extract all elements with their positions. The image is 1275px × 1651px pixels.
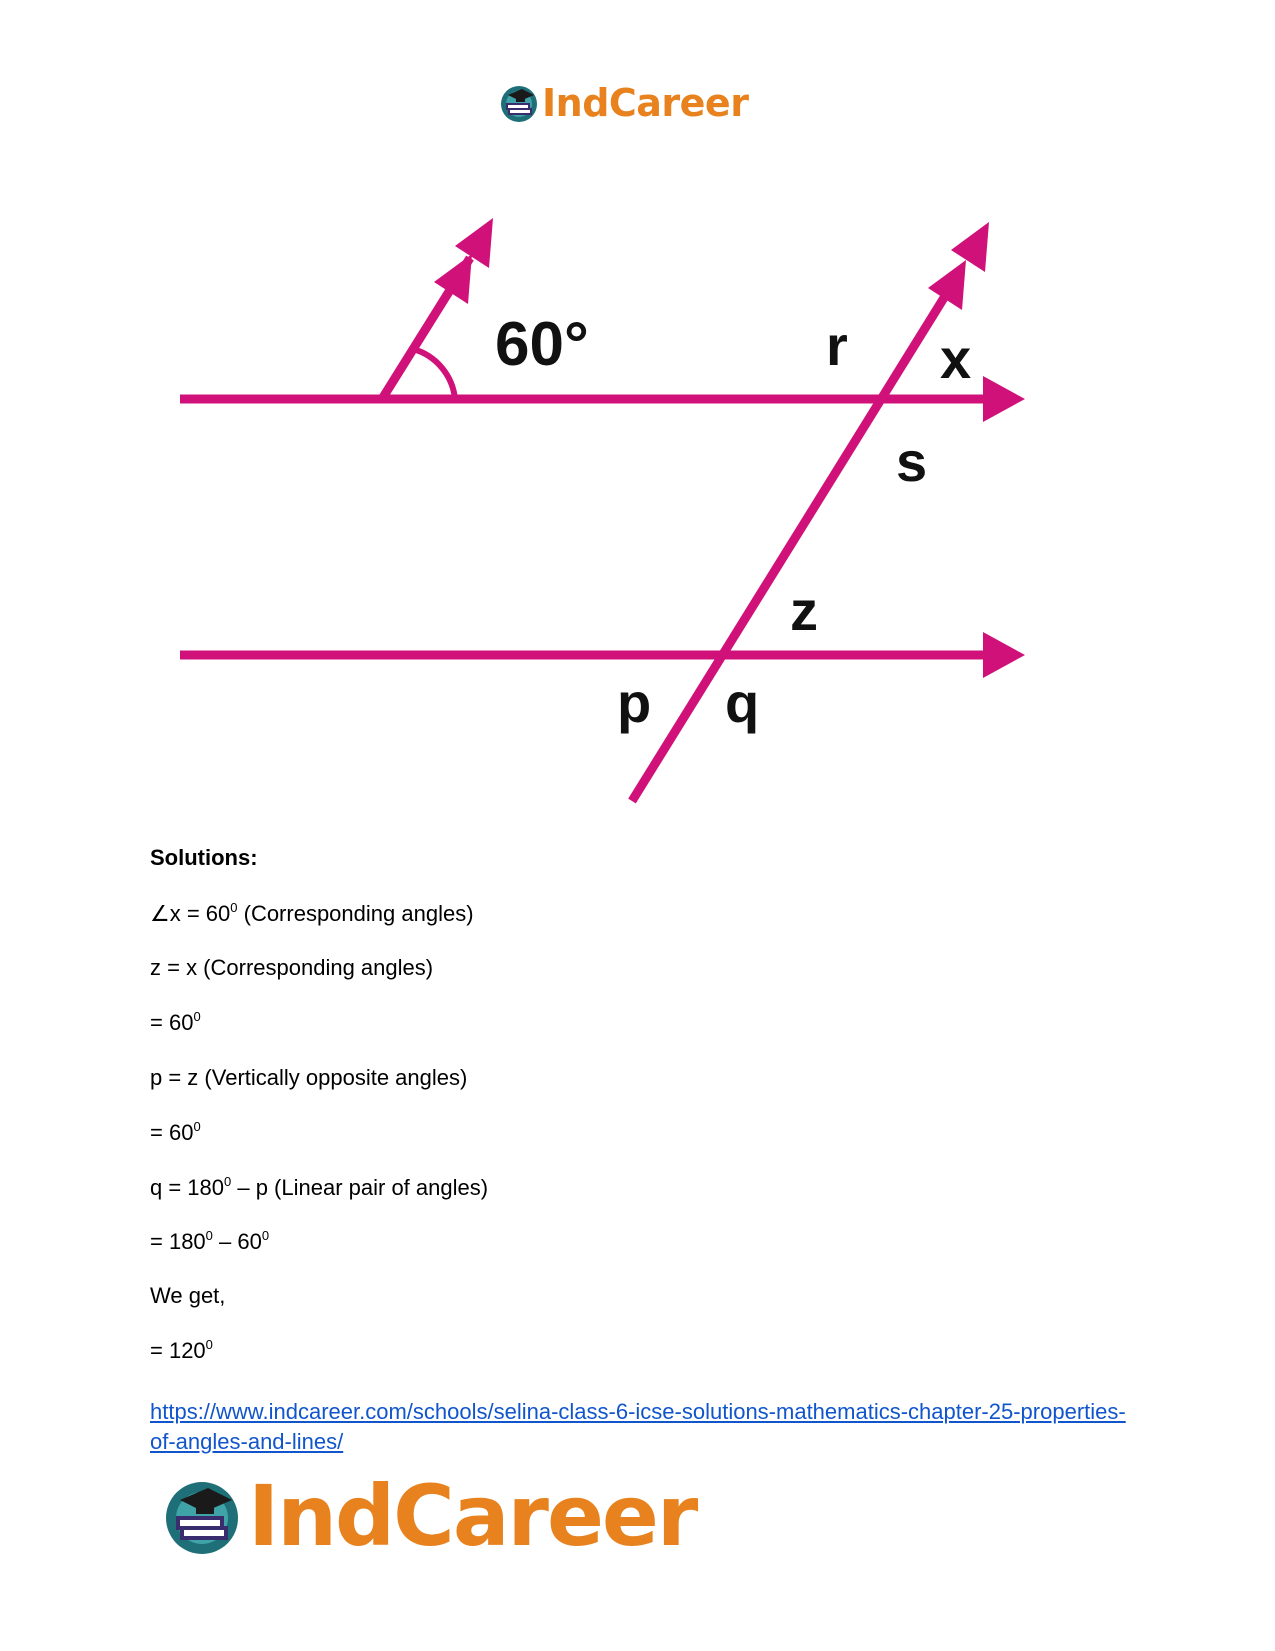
- solution-line: = $180^0 - 60^0$: [150, 1228, 270, 1254]
- brand-name: IndCareer: [542, 81, 749, 125]
- angle-60-label: 60°: [495, 310, 589, 379]
- label-z: z: [790, 579, 818, 642]
- solution-line: z = x (Corresponding angles): [150, 955, 434, 980]
- transversal-arrowhead-outer: [951, 222, 989, 272]
- solution-line: = $60^0$: [150, 1119, 201, 1145]
- solution-line: ∠x = $60^0$ (Corresponding angles): [150, 900, 474, 926]
- footer-logo: [160, 1468, 696, 1564]
- solution-line: = $60^0$: [150, 1009, 201, 1035]
- book-graduation-cap-globe-icon: [160, 1474, 244, 1558]
- label-x: x: [940, 327, 972, 390]
- geometry-diagram: [0, 0, 1275, 820]
- solution-section: [150, 845, 1150, 1363]
- solution-line: We get,: [150, 1283, 226, 1308]
- label-r: r: [826, 314, 848, 377]
- label-q: q: [725, 671, 760, 734]
- ray-arrowhead-inner: [434, 254, 472, 304]
- solution-heading: Solutions:: [150, 845, 258, 870]
- solution-line: $q = 180^0 - p$ (Linear pair of angles): [150, 1174, 489, 1200]
- lower-line-arrowhead: [983, 632, 1025, 678]
- brand-name: IndCareer: [248, 1467, 697, 1565]
- upper-line-arrowhead: [983, 376, 1025, 422]
- solution-line: = $120^0$: [150, 1337, 213, 1363]
- ray-arrowhead-outer: [455, 218, 493, 268]
- angle-arc: [413, 349, 455, 399]
- transversal-line: [632, 280, 955, 801]
- label-p: p: [617, 671, 652, 734]
- label-s: s: [896, 430, 928, 493]
- solution-line: p = z (Vertically opposite angles): [150, 1065, 468, 1090]
- transversal-arrowhead-inner: [928, 260, 966, 310]
- source-link[interactable]: https://www.indcareer.com/schools/selina-class-6-icse-solutions-mathematics-chapter-25-properties-of-angles-and-lines/: [150, 1399, 1126, 1454]
